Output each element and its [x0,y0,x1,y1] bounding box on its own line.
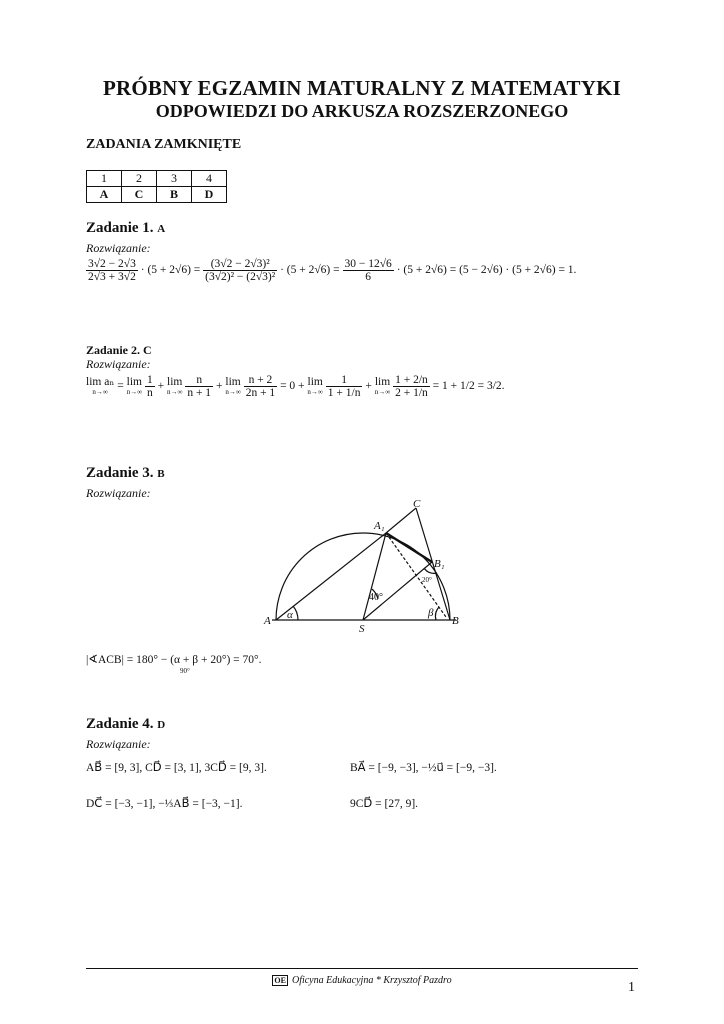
task-2-equation [86,374,505,399]
task-1-heading [86,220,165,237]
equation-rest: · (5 + 2√6) = (5 − 2√6) · (5 + 2√6) = 1. [396,264,577,277]
factor: · (5 + 2√6) = [280,264,340,277]
segment-a1-c [386,508,416,533]
solution-label: Rozwiązanie: [86,357,151,371]
denominator: n [146,387,153,399]
footer-divider [86,968,638,969]
label-c: C [413,498,421,510]
fraction [393,374,430,399]
equals: = [117,380,124,393]
lim-text: lim [86,376,102,389]
sequence: aₙ [104,376,115,389]
plus: + [365,380,372,393]
fraction [343,258,394,283]
lim-sub: n→∞ [92,387,108,396]
lim-text: lim [225,376,241,389]
task-label: Zadanie 3. [86,465,154,481]
label-s: S [359,623,365,635]
table-cell-answer: C [122,187,157,203]
fraction [244,374,278,399]
vector-line-2: BA⃗ = [−9, −3], −½u⃗ = [−9, −3]. [350,762,497,774]
task-label: Zadanie 1. [86,220,154,236]
task-label: Zadanie 4. [86,716,154,732]
fraction [86,258,138,283]
lim-text: lim [307,376,323,389]
page-subtitle: ODPOWIEDZI DO ARKUSZA ROZSZERZONEGO [155,101,569,121]
label-20: 20° [422,576,432,584]
limit [127,377,143,396]
limit [307,377,323,396]
lim-text: lim [126,376,142,389]
answers-table [86,170,227,203]
vector-line-3: DC⃗ = [−3, −1], −⅓AB⃗ = [−3, −1]. [86,798,243,810]
fraction [145,374,155,399]
table-cell-number: 3 [157,171,192,187]
page-number: 1 [628,980,635,995]
segment-a-a1 [276,533,386,620]
plus: + [215,380,223,393]
label-beta: β [428,607,434,619]
numerator: 1 [326,374,363,387]
numerator: (3√2 − 2√3)² [203,258,277,271]
task-4-heading [86,716,165,733]
label-b1: B₁ [434,558,445,570]
solution-label: Rozwiązanie: [86,241,151,255]
denominator: 6 [365,271,372,283]
table-cell-number: 2 [122,171,157,187]
denominator: (3√2)² − (2√3)² [205,271,276,283]
numerator: 1 [146,374,153,386]
task-answer: B [157,468,165,480]
table-cell-number: 1 [87,171,122,187]
denominator: n + 1 [187,387,212,399]
segment-s-a1 [363,533,386,620]
angle-alpha-arc [293,606,298,620]
equals-zero: = 0 + [280,380,305,393]
table-cell-answer: D [192,187,227,203]
vector-line-1: AB⃗ = [9, 3], CD⃗ = [3, 1], 3CD⃗ = [9, 3]. [86,762,267,774]
task-3-equation: |∢ACB| = 180° − (α + β + 20°) = 70°. [86,654,262,666]
task-1-equation [86,258,576,283]
geometry-figure [260,495,470,635]
publisher-name: Oficyna Edukacyjna * Krzysztof Pazdro [291,975,452,986]
result: = 1 + 1/2 = 3/2. [432,380,505,393]
label-b: B [452,615,459,627]
angle-beta-arc [435,607,439,620]
segment-c-b [416,508,450,620]
underbrace-label: 90° [180,667,190,675]
task-3-heading [86,465,165,482]
task-answer: C [143,343,152,357]
solution-label: Rozwiązanie: [86,737,151,751]
table-cell-number: 4 [192,171,227,187]
limit [225,377,241,396]
denominator: 2 + 1/n [395,387,428,399]
denominator: 2n + 1 [245,387,276,399]
task-label: Zadanie 2. [86,343,141,357]
publisher-logo-icon: OE [274,976,286,985]
numerator: n + 2 [244,374,278,387]
numerator: n [185,374,213,387]
table-cell-answer: A [87,187,122,203]
plus: + [157,380,165,393]
label-alpha: α [287,609,293,621]
label-a: A [264,615,271,627]
fraction [326,374,363,399]
lim-sub: n→∞ [166,387,183,396]
section-heading: ZADANIA ZAMKNIĘTE [86,137,242,152]
solution-label: Rozwiązanie: [86,486,151,500]
numerator: 3√2 − 2√3 [88,258,136,270]
task-answer: D [157,719,166,731]
lim-sub: n→∞ [225,387,241,396]
fraction [203,258,277,283]
label-40: 40° [369,592,383,603]
label-a1: A₁ [374,520,385,532]
numerator: 30 − 12√6 [344,258,392,270]
lim-text: lim [167,376,183,389]
numerator: 1 + 2/n [395,374,428,386]
limit [375,377,391,396]
limit [86,377,114,396]
fraction [185,374,213,399]
denominator: 1 + 1/n [327,387,361,399]
table-cell-answer: B [157,187,192,203]
footer [0,975,724,986]
lim-sub: n→∞ [126,387,143,396]
lim-text: lim [374,376,391,389]
lim-sub: n→∞ [374,387,391,396]
vector-line-4: 9CD⃗ = [27, 9]. [350,798,419,810]
limit [167,377,183,396]
denominator: 2√3 + 3√2 [88,271,136,283]
lim-sub: n→∞ [307,387,323,396]
task-answer: A [157,223,166,235]
page-title: PRÓBNY EGZAMIN MATURALNY Z MATEMATYKI [102,76,621,100]
task-2-heading [86,343,152,358]
factor: · (5 + 2√6) = [140,264,201,277]
